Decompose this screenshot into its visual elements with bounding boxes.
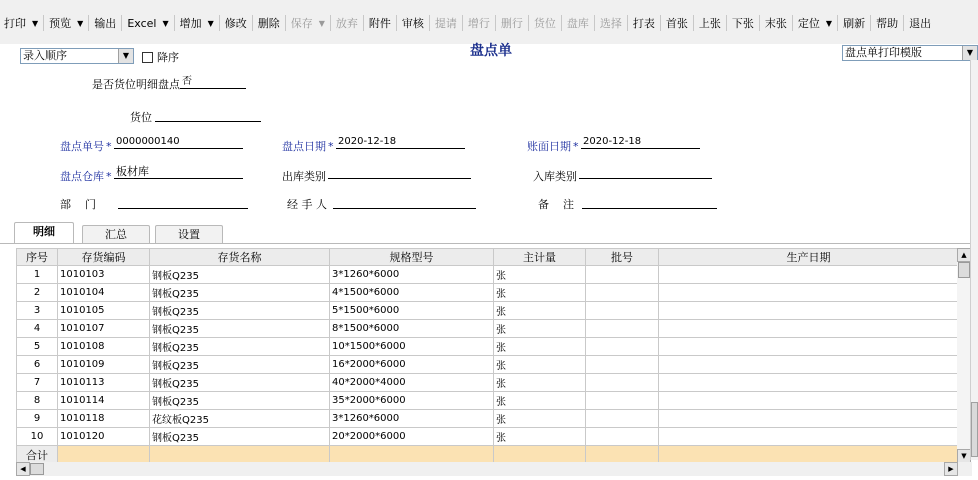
table-cell[interactable]: 1010109 — [58, 356, 150, 374]
table-cell[interactable]: 1010103 — [58, 266, 150, 284]
voucher-header — [0, 44, 978, 224]
book-date-field[interactable]: 2020-12-18 — [581, 135, 700, 149]
toolbar-button-label: 货位 — [533, 17, 556, 30]
toolbar-button-label: 增行 — [467, 17, 490, 30]
toolbar-button-18[interactable] — [662, 13, 692, 33]
table-cell[interactable]: 3*1260*6000 — [330, 410, 494, 428]
toolbar-button-label: 帮助 — [876, 17, 899, 30]
table-row[interactable] — [17, 428, 959, 446]
table-cell[interactable] — [659, 320, 959, 338]
toolbar-button-label: 修改 — [224, 17, 247, 30]
detail-grid — [16, 248, 958, 462]
toolbar-button-9[interactable] — [365, 13, 395, 33]
table-cell[interactable]: 张 — [494, 392, 586, 410]
table-cell[interactable]: 张 — [494, 284, 586, 302]
toolbar-button-20[interactable] — [728, 13, 758, 33]
location-field[interactable] — [155, 108, 261, 122]
toolbar-separator — [495, 15, 496, 31]
toolbar-separator — [363, 15, 364, 31]
warehouse-field[interactable]: 板材库 — [114, 165, 243, 179]
print-template-select[interactable] — [842, 45, 978, 61]
table-cell[interactable]: 张 — [494, 302, 586, 320]
table-row[interactable] — [17, 392, 959, 410]
chevron-down-icon[interactable]: ▼ — [962, 46, 977, 60]
toolbar-button-12[interactable] — [464, 13, 494, 33]
table-cell[interactable] — [586, 266, 659, 284]
handler-field[interactable] — [333, 195, 476, 209]
toolbar-button-label: 删除 — [257, 17, 280, 30]
toolbar-button-label: 增加 — [179, 17, 202, 30]
table-cell[interactable]: 35*2000*6000 — [330, 392, 494, 410]
toolbar-separator — [174, 15, 175, 31]
toolbar-button-label: 退出 — [909, 17, 932, 30]
table-cell[interactable]: 钢板Q235 — [150, 392, 330, 410]
toolbar-separator — [330, 15, 331, 31]
table-cell[interactable] — [586, 410, 659, 428]
chevron-down-icon[interactable]: ▼ — [118, 49, 133, 63]
toolbar-button-24[interactable] — [872, 13, 902, 33]
toolbar-separator — [726, 15, 727, 31]
toolbar-button-11[interactable] — [431, 13, 461, 33]
tab-summary[interactable]: 汇总 — [82, 225, 150, 244]
department-field[interactable] — [118, 195, 248, 209]
table-body — [17, 266, 959, 463]
table-cell[interactable]: 钢板Q235 — [150, 284, 330, 302]
total-cell — [150, 446, 330, 463]
table-cell[interactable]: 7 — [17, 374, 58, 392]
toolbar-separator — [627, 15, 628, 31]
toolbar-separator — [561, 15, 562, 31]
toolbar-button-6[interactable] — [254, 13, 284, 33]
toolbar-button-label: 上张 — [698, 17, 721, 30]
out-type-field[interactable] — [328, 165, 471, 179]
toolbar-button-label: 选择 — [599, 17, 622, 30]
table-cell[interactable]: 10 — [17, 428, 58, 446]
table-cell[interactable]: 1010108 — [58, 338, 150, 356]
table-cell[interactable]: 4 — [17, 320, 58, 338]
toolbar — [0, 0, 978, 44]
table-cell[interactable]: 5 — [17, 338, 58, 356]
toolbar-separator — [594, 15, 595, 31]
toolbar-button-label: 打印 — [4, 17, 26, 30]
table-row[interactable] — [17, 302, 959, 320]
toolbar-button-label: 首张 — [665, 17, 688, 30]
toolbar-separator — [693, 15, 694, 31]
table-row[interactable] — [17, 356, 959, 374]
table-cell[interactable]: 钢板Q235 — [150, 338, 330, 356]
checkbox-box[interactable] — [142, 52, 153, 63]
total-cell — [330, 446, 494, 463]
toolbar-button-label: 下张 — [731, 17, 754, 30]
chevron-down-icon[interactable]: ▼ — [77, 18, 84, 28]
toolbar-button-label: 盘库 — [566, 17, 589, 30]
toolbar-separator — [660, 15, 661, 31]
table-cell[interactable] — [586, 284, 659, 302]
column-header[interactable]: 序号 — [17, 249, 58, 266]
tab-settings[interactable]: 设置 — [155, 225, 223, 244]
table-cell[interactable]: 张 — [494, 428, 586, 446]
table-cell[interactable]: 张 — [494, 338, 586, 356]
toolbar-button-4[interactable] — [176, 13, 218, 33]
table-cell[interactable] — [659, 302, 959, 320]
toolbar-button-2[interactable] — [90, 13, 120, 33]
scroll-thumb[interactable] — [971, 402, 978, 457]
toolbar-button-label: 打表 — [632, 17, 655, 30]
column-header[interactable]: 规格型号 — [330, 249, 494, 266]
table-cell[interactable]: 1010105 — [58, 302, 150, 320]
doc-no-field[interactable]: 0000000140 — [114, 135, 243, 149]
toolbar-separator — [429, 15, 430, 31]
table-cell[interactable] — [586, 374, 659, 392]
chevron-down-icon[interactable]: ▼ — [207, 18, 214, 28]
table-cell[interactable]: 3*1260*6000 — [330, 266, 494, 284]
toolbar-button-10[interactable] — [398, 13, 428, 33]
table-row[interactable] — [17, 320, 959, 338]
toolbar-button-17[interactable] — [629, 13, 659, 33]
table-cell[interactable]: 张 — [494, 410, 586, 428]
arrow-left-icon[interactable]: ◀ — [16, 462, 30, 476]
toolbar-button-label: 提请 — [434, 17, 457, 30]
toolbar-button-1[interactable] — [45, 13, 87, 33]
scroll-thumb[interactable] — [958, 262, 970, 278]
total-cell — [494, 446, 586, 463]
total-label: 合计 — [17, 446, 58, 463]
column-header[interactable]: 存货编码 — [58, 249, 150, 266]
table-cell[interactable] — [659, 338, 959, 356]
table-row[interactable] — [17, 410, 959, 428]
toolbar-button-25[interactable] — [905, 13, 935, 33]
doc-no-label: 盘点单号 * — [60, 140, 112, 153]
column-header[interactable]: 生产日期 — [659, 249, 959, 266]
toolbar-separator — [396, 15, 397, 31]
scroll-thumb[interactable] — [30, 463, 44, 475]
table-cell[interactable] — [586, 320, 659, 338]
total-cell — [586, 446, 659, 463]
column-header[interactable]: 批号 — [586, 249, 659, 266]
grid-horizontal-scrollbar[interactable] — [16, 462, 972, 476]
toolbar-separator — [759, 15, 760, 31]
toolbar-separator — [837, 15, 838, 31]
table-cell[interactable]: 张 — [494, 266, 586, 284]
arrow-right-icon[interactable]: ▶ — [944, 462, 958, 476]
table-row[interactable] — [17, 284, 959, 302]
table-cell[interactable]: 9 — [17, 410, 58, 428]
table-cell[interactable] — [586, 356, 659, 374]
table-cell[interactable] — [659, 266, 959, 284]
toolbar-separator — [252, 15, 253, 31]
table-cell[interactable] — [659, 284, 959, 302]
table-cell[interactable] — [659, 392, 959, 410]
table-cell[interactable]: 钢板Q235 — [150, 266, 330, 284]
table-cell[interactable]: 1010104 — [58, 284, 150, 302]
toolbar-separator — [88, 15, 89, 31]
table-cell[interactable]: 2 — [17, 284, 58, 302]
toolbar-button-label: 末张 — [764, 17, 787, 30]
toolbar-button-23[interactable] — [839, 13, 869, 33]
location-detail-label: 是否货位明细盘点 — [92, 78, 180, 91]
toolbar-separator — [870, 15, 871, 31]
table-cell[interactable]: 张 — [494, 320, 586, 338]
in-type-field[interactable] — [579, 165, 712, 179]
toolbar-separator — [462, 15, 463, 31]
toolbar-button-19[interactable] — [695, 13, 725, 33]
tab-detail[interactable]: 明细 — [14, 222, 74, 244]
table-cell[interactable] — [586, 338, 659, 356]
total-row — [17, 446, 959, 463]
table-cell[interactable]: 张 — [494, 374, 586, 392]
toolbar-separator — [528, 15, 529, 31]
table-row[interactable] — [17, 338, 959, 356]
toolbar-separator — [285, 15, 286, 31]
toolbar-separator — [219, 15, 220, 31]
table-cell[interactable]: 4*1500*6000 — [330, 284, 494, 302]
handler-label: 经 手 人 — [287, 198, 327, 211]
table-cell[interactable]: 钢板Q235 — [150, 374, 330, 392]
table-cell[interactable]: 1010114 — [58, 392, 150, 410]
table-cell[interactable]: 1 — [17, 266, 58, 284]
department-label: 部 门 — [60, 198, 96, 211]
in-type-label: 入库类别 — [533, 170, 577, 183]
toolbar-button-22[interactable] — [794, 13, 836, 33]
table-cell[interactable]: 1010120 — [58, 428, 150, 446]
table-cell[interactable]: 16*2000*6000 — [330, 356, 494, 374]
toolbar-button-label: 预览 — [49, 17, 72, 30]
toolbar-button-label: 刷新 — [843, 17, 866, 30]
descending-checkbox[interactable] — [142, 49, 179, 65]
toolbar-button-label: 附件 — [368, 17, 391, 30]
toolbar-button-14[interactable] — [530, 13, 560, 33]
toolbar-button-21[interactable] — [761, 13, 791, 33]
total-cell — [659, 446, 959, 463]
table-cell[interactable]: 10*1500*6000 — [330, 338, 494, 356]
table-cell[interactable] — [586, 428, 659, 446]
toolbar-button-label: Excel — [127, 16, 157, 30]
table-cell[interactable]: 钢板Q235 — [150, 428, 330, 446]
remark-field[interactable] — [582, 195, 717, 209]
toolbar-button-label: 保存 — [290, 17, 313, 30]
table-cell[interactable] — [586, 302, 659, 320]
toolbar-button-label: 输出 — [94, 17, 117, 30]
toolbar-button-label: 审核 — [401, 17, 424, 30]
check-date-label: 盘点日期 * — [282, 140, 334, 153]
toolbar-button-15[interactable] — [563, 13, 593, 33]
check-date-field[interactable]: 2020-12-18 — [336, 135, 465, 149]
toolbar-row — [0, 13, 935, 33]
grid-vertical-scrollbar[interactable] — [957, 248, 971, 463]
out-type-label: 出库类别 — [282, 170, 326, 183]
table-cell[interactable]: 张 — [494, 356, 586, 374]
table-cell[interactable] — [659, 410, 959, 428]
descending-label: 降序 — [157, 51, 179, 64]
table-cell[interactable]: 3 — [17, 302, 58, 320]
table-cell[interactable]: 钢板Q235 — [150, 302, 330, 320]
toolbar-button-5[interactable] — [221, 13, 251, 33]
table-cell[interactable]: 40*2000*4000 — [330, 374, 494, 392]
table-cell[interactable] — [659, 374, 959, 392]
chevron-down-icon[interactable]: ▼ — [32, 18, 39, 28]
toolbar-button-16[interactable] — [596, 13, 626, 33]
location-detail-field[interactable]: 否 — [180, 75, 246, 89]
sort-order-select[interactable] — [20, 48, 134, 64]
table-cell[interactable]: 钢板Q235 — [150, 356, 330, 374]
sort-order-value: 录入顺序 — [23, 49, 67, 62]
toolbar-button-13[interactable] — [497, 13, 527, 33]
chevron-down-icon[interactable]: ▼ — [318, 18, 325, 28]
table-cell[interactable]: 8 — [17, 392, 58, 410]
toolbar-button-8[interactable] — [332, 13, 362, 33]
print-template-value: 盘点单打印模版 — [845, 46, 922, 59]
toolbar-button-label: 删行 — [500, 17, 523, 30]
column-header[interactable]: 存货名称 — [150, 249, 330, 266]
table-cell[interactable] — [659, 356, 959, 374]
warehouse-label: 盘点仓库 * — [60, 170, 112, 183]
table-cell[interactable]: 6 — [17, 356, 58, 374]
table-row[interactable] — [17, 374, 959, 392]
toolbar-button-0[interactable] — [0, 13, 42, 33]
toolbar-separator — [792, 15, 793, 31]
toolbar-button-label: 放弃 — [335, 17, 358, 30]
toolbar-button-3[interactable] — [123, 13, 172, 33]
table-cell[interactable]: 1010107 — [58, 320, 150, 338]
table-cell[interactable]: 5*1500*6000 — [330, 302, 494, 320]
detail-table — [16, 248, 958, 462]
toolbar-separator — [43, 15, 44, 31]
total-cell — [58, 446, 150, 463]
table-row[interactable] — [17, 266, 959, 284]
toolbar-separator — [121, 15, 122, 31]
table-cell[interactable]: 20*2000*6000 — [330, 428, 494, 446]
table-cell[interactable]: 钢板Q235 — [150, 320, 330, 338]
table-cell[interactable]: 1010118 — [58, 410, 150, 428]
page-title: 盘点单 — [470, 43, 512, 59]
table-cell[interactable] — [659, 428, 959, 446]
location-label: 货位 — [130, 111, 152, 124]
toolbar-separator — [903, 15, 904, 31]
toolbar-button-7[interactable] — [287, 13, 329, 33]
book-date-label: 账面日期 * — [527, 140, 579, 153]
page-vertical-scrollbar[interactable] — [970, 60, 978, 460]
toolbar-button-label: 定位 — [797, 17, 820, 30]
arrow-down-icon[interactable]: ▼ — [957, 449, 971, 463]
tab-divider — [0, 243, 970, 244]
chevron-down-icon[interactable]: ▼ — [162, 18, 169, 28]
table-header-row — [17, 249, 959, 266]
table-cell[interactable]: 花纹板Q235 — [150, 410, 330, 428]
table-cell[interactable]: 8*1500*6000 — [330, 320, 494, 338]
table-cell[interactable] — [586, 392, 659, 410]
table-cell[interactable]: 1010113 — [58, 374, 150, 392]
arrow-up-icon[interactable]: ▲ — [957, 248, 971, 262]
tab-strip — [0, 222, 978, 244]
column-header[interactable]: 主计量 — [494, 249, 586, 266]
chevron-down-icon[interactable]: ▼ — [825, 18, 833, 28]
remark-label: 备 注 — [538, 198, 574, 211]
